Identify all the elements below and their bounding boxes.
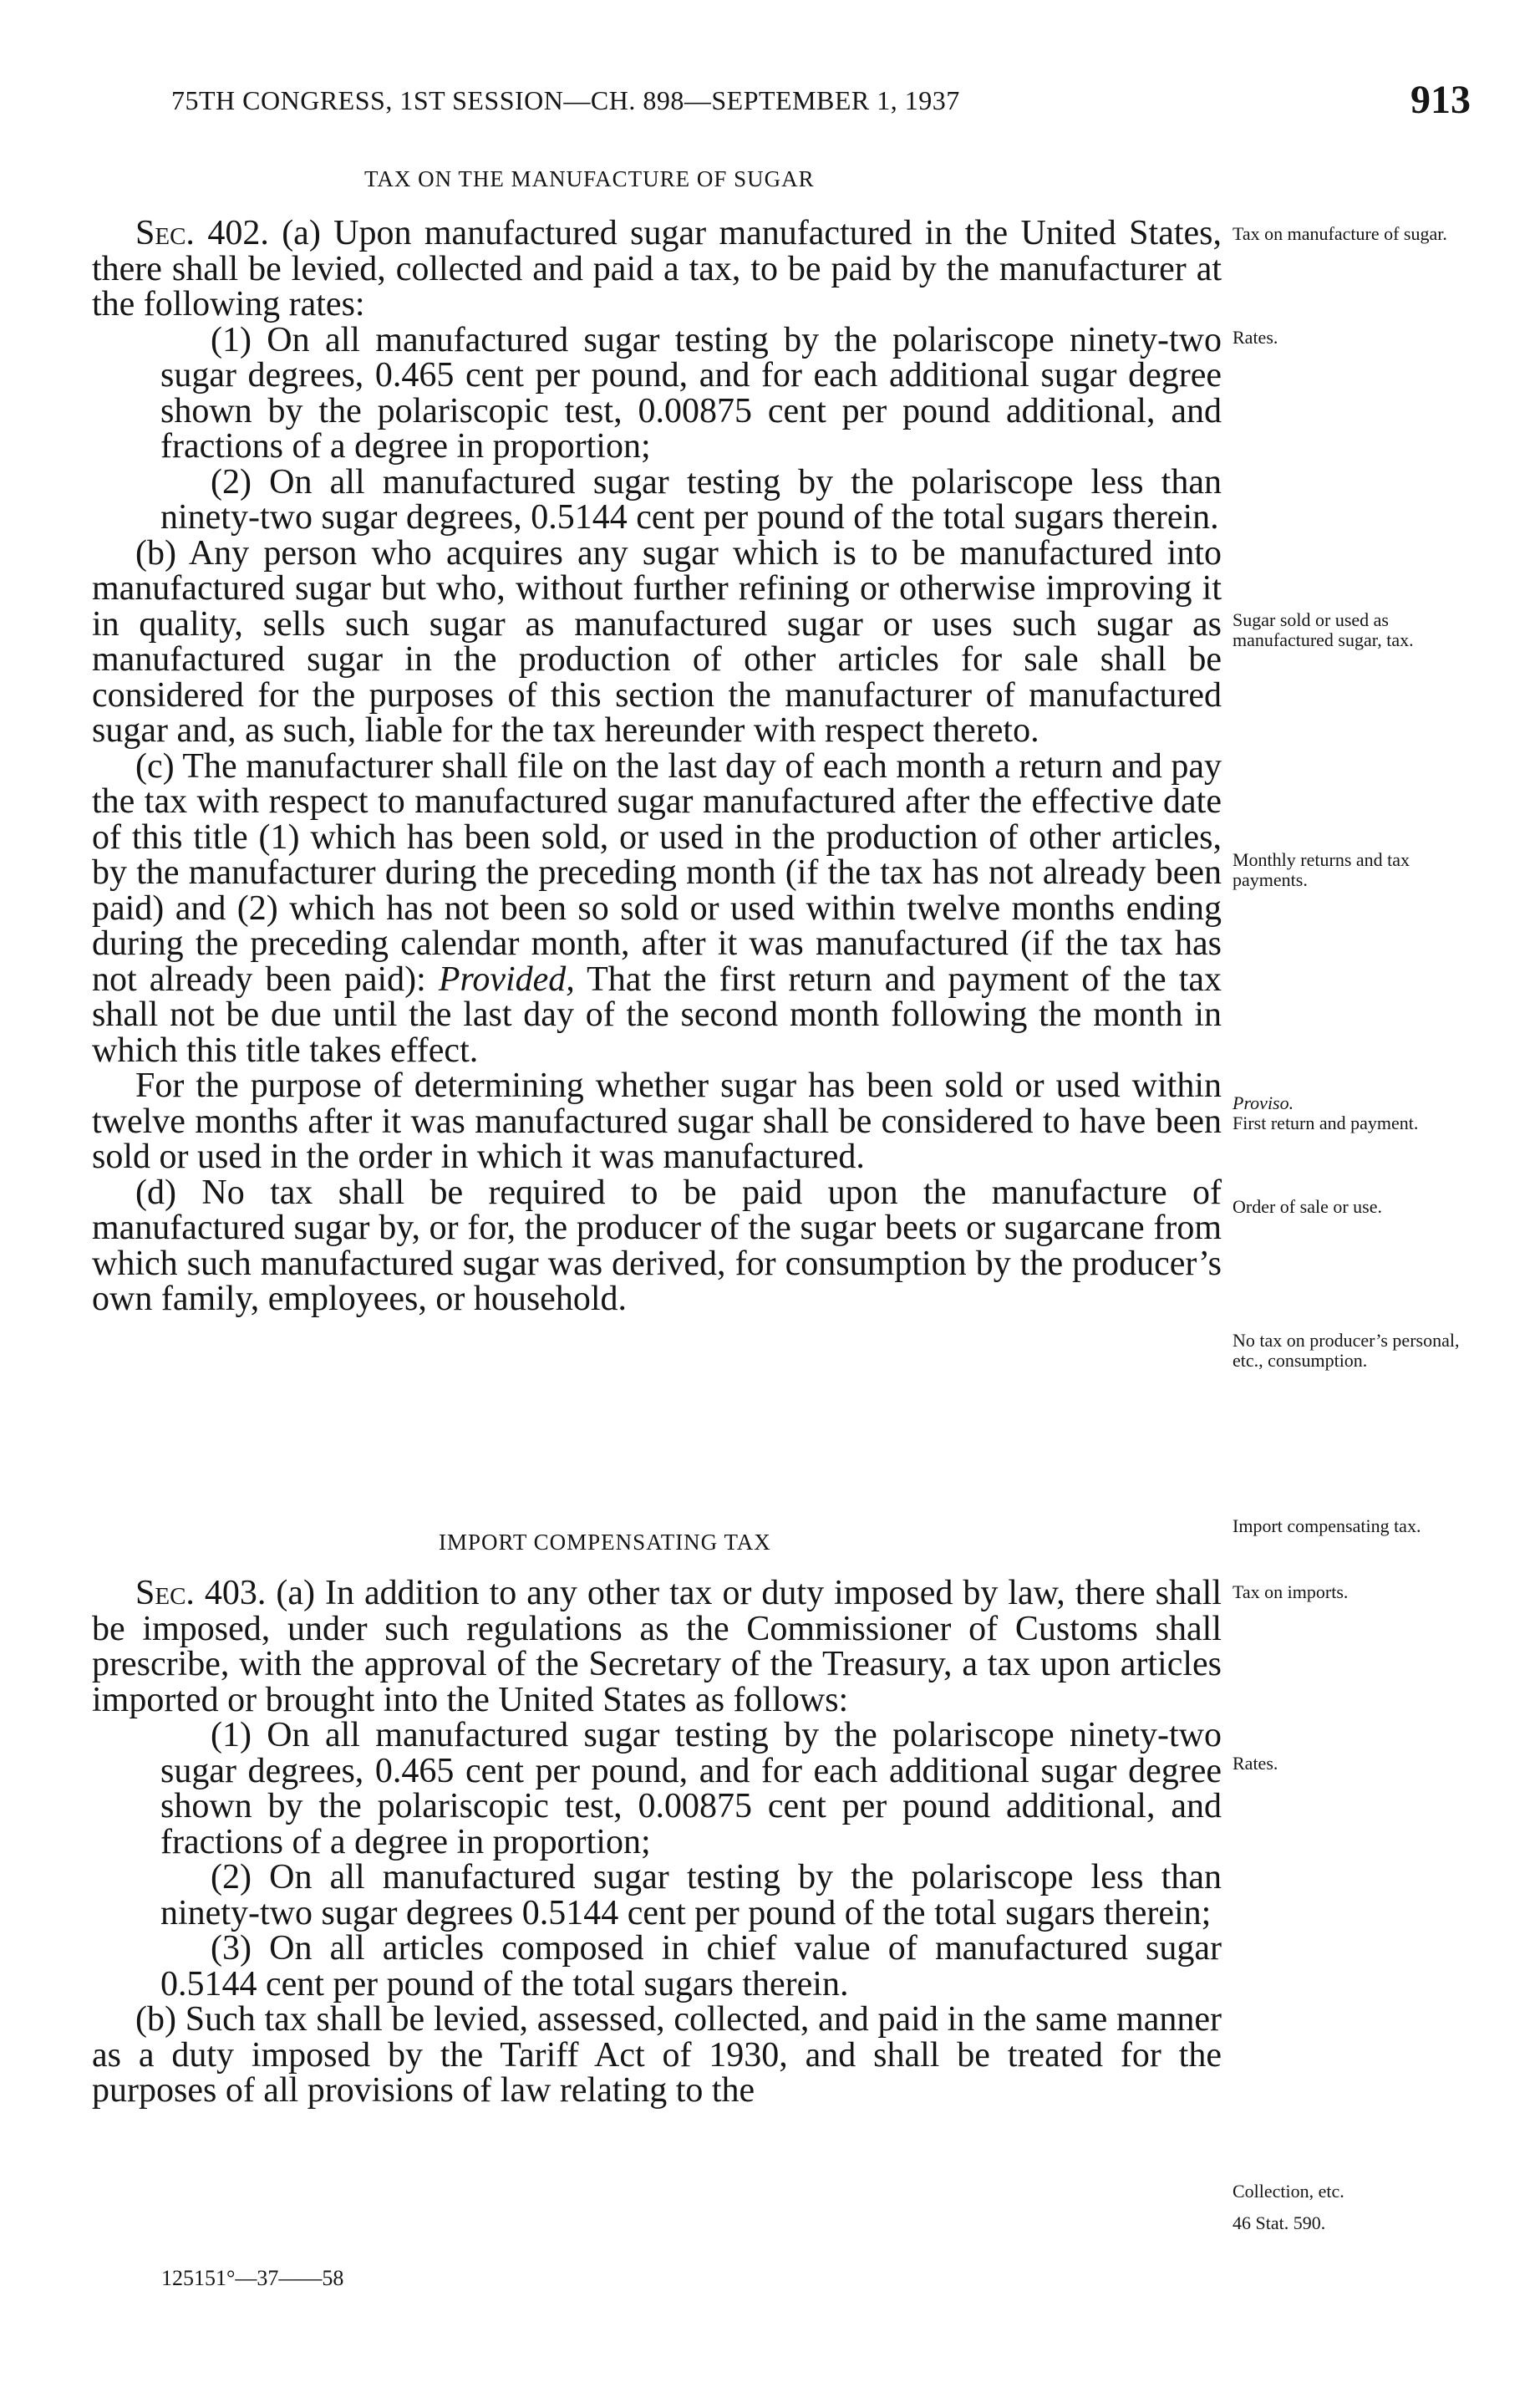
section-402-b: (b) Any person who acquires any sugar which is to be manufactured into manufactured sugar but who, without further refining or otherwise improving it in quality, sells such sugar as manufactured sugar or uses such sugar as manufactured sugar in the production of other articles for sale shall be considered for the purposes of this section the manufacturer of manufactured sugar and, as such, liable for the tax hereunder with respect thereto. (92, 533, 1222, 750)
section-402-a-text: 402. (a) Upon manufactured sugar manufactured in the United States, there shall be levied, collected and paid a tax, to be paid by the manufacturer at the following rates: (92, 214, 1222, 323)
section-402-c-post: That the first return and payment of the tax shall not be due until the last day of the second month following the month in which this title takes effect. (92, 960, 1222, 1070)
section-402-body (92, 216, 1222, 1317)
section-403-body (92, 1576, 1222, 2109)
running-head: 75TH CONGRESS, 1ST SESSION—CH. 898—SEPTEMBER 1, 1937 (171, 85, 960, 115)
margin-note-sugar-sold: Sugar sold or used as manufactured sugar, tax. (1233, 609, 1414, 650)
section-402-rate-1: (1) On all manufactured sugar testing by the polariscope ninety-two sugar degrees, 0.465 cent per pound, and for each additional sugar degree shown by the polariscopic test, 0.00875 cent per pound additional, and fractions of a degree in proportion; (160, 320, 1222, 466)
section-402-a-paragraph (92, 216, 1222, 323)
margin-note-tax-on-imports: Tax on imports. (1233, 1581, 1349, 1602)
section-402-d: (d) No tax shall be required to be paid upon the manufacture of manufactured sugar by, or for, the producer of the sugar beets or sugarcane from which such manufactured sugar was derived, for consumption by the producer’s own family, employees, or household. (92, 1173, 1222, 1318)
section-403-heading: IMPORT COMPENSATING TAX (439, 1530, 771, 1555)
margin-note-proviso (1233, 1093, 1475, 1113)
printer-imprint: 125151°—37——58 (161, 2266, 344, 2290)
section-402-order-paragraph: For the purpose of determining whether sugar has been sold or used within twelve months after it was manufactured sugar shall be considered to have been sold or used in the order in which it was manufactured. (92, 1067, 1222, 1176)
section-403-rate-3: (3) On all articles composed in chief value of manufactured sugar 0.5144 cent per pound of the total sugars therein. (160, 1929, 1222, 2003)
proviso-word: Provided, (438, 960, 575, 999)
section-402-c (92, 746, 1222, 1070)
section-403-b: (b) Such tax shall be levied, assessed, collected, and paid in the same manner as a duty imposed by the Tariff Act of 1930, and shall be treated for the purposes of all provisions of law relating to the (92, 2000, 1222, 2110)
section-402-heading: TAX ON THE MANUFACTURE OF SUGAR (364, 166, 815, 191)
sec-label: Sec. (135, 214, 195, 252)
margin-note-collection: Collection, etc. (1233, 2181, 1344, 2202)
sec-label: Sec. (135, 1574, 195, 1612)
margin-note-rates-2: Rates. (1233, 1753, 1278, 1774)
margin-note-rates: Rates. (1233, 327, 1278, 348)
section-403-rate-2: (2) On all manufactured sugar testing by the polariscope less than ninety-two sugar degrees 0.5144 cent per pound of the total sugars therein; (160, 1858, 1222, 1932)
margin-note-monthly-returns: Monthly returns and tax payments. (1233, 849, 1410, 890)
margin-note-first-return: First return and payment. (1233, 1112, 1419, 1133)
section-403-a-text: 403. (a) In addition to any other tax or duty imposed by law, there shall be imposed, under such regulations as the Commissioner of Customs shall prescribe, with the approval of the Secretary of the Treasury, a tax upon articles imported or brought into the United States as follows: (92, 1574, 1222, 1719)
section-403-rate-1: (1) On all manufactured sugar testing by the polariscope ninety-two sugar degrees, 0.465 cent per pound, and for each additional sugar degree shown by the polariscopic test, 0.00875 cent per pound additional, and fractions of a degree in proportion; (160, 1716, 1222, 1861)
section-402-rate-2: (2) On all manufactured sugar testing by the polariscope less than ninety-two sugar degrees, 0.5144 cent per pound of the total sugars therein. (160, 462, 1222, 537)
section-402-c-pre: (c) The manufacturer shall file on the last day of each month a return and pay the tax with respect to manufactured sugar manufactured after the effective date of this title (1) which has been sold, or used in the production of other articles, by the manufacturer during the preceding month (if the tax has not already been paid) and (2) which has not been so sold or used within twelve months ending during the preceding calendar month, after it was manufactured (if the tax has not already been paid): (92, 746, 1222, 999)
margin-note-import-compensating: Import compensating tax. (1233, 1515, 1421, 1536)
margin-note-tax-on-manufacture: Tax on manufacture of sugar. (1233, 223, 1447, 244)
proviso-label: Proviso. (1233, 1092, 1294, 1113)
margin-note-no-tax: No tax on producer’s personal, etc., consumption. (1233, 1330, 1460, 1371)
margin-note-stat-ref: 46 Stat. 590. (1233, 2212, 1326, 2233)
section-403-a-paragraph (92, 1576, 1222, 1718)
margin-note-order-of-sale: Order of sale or use. (1233, 1196, 1382, 1217)
page-number: 913 (1410, 78, 1471, 122)
